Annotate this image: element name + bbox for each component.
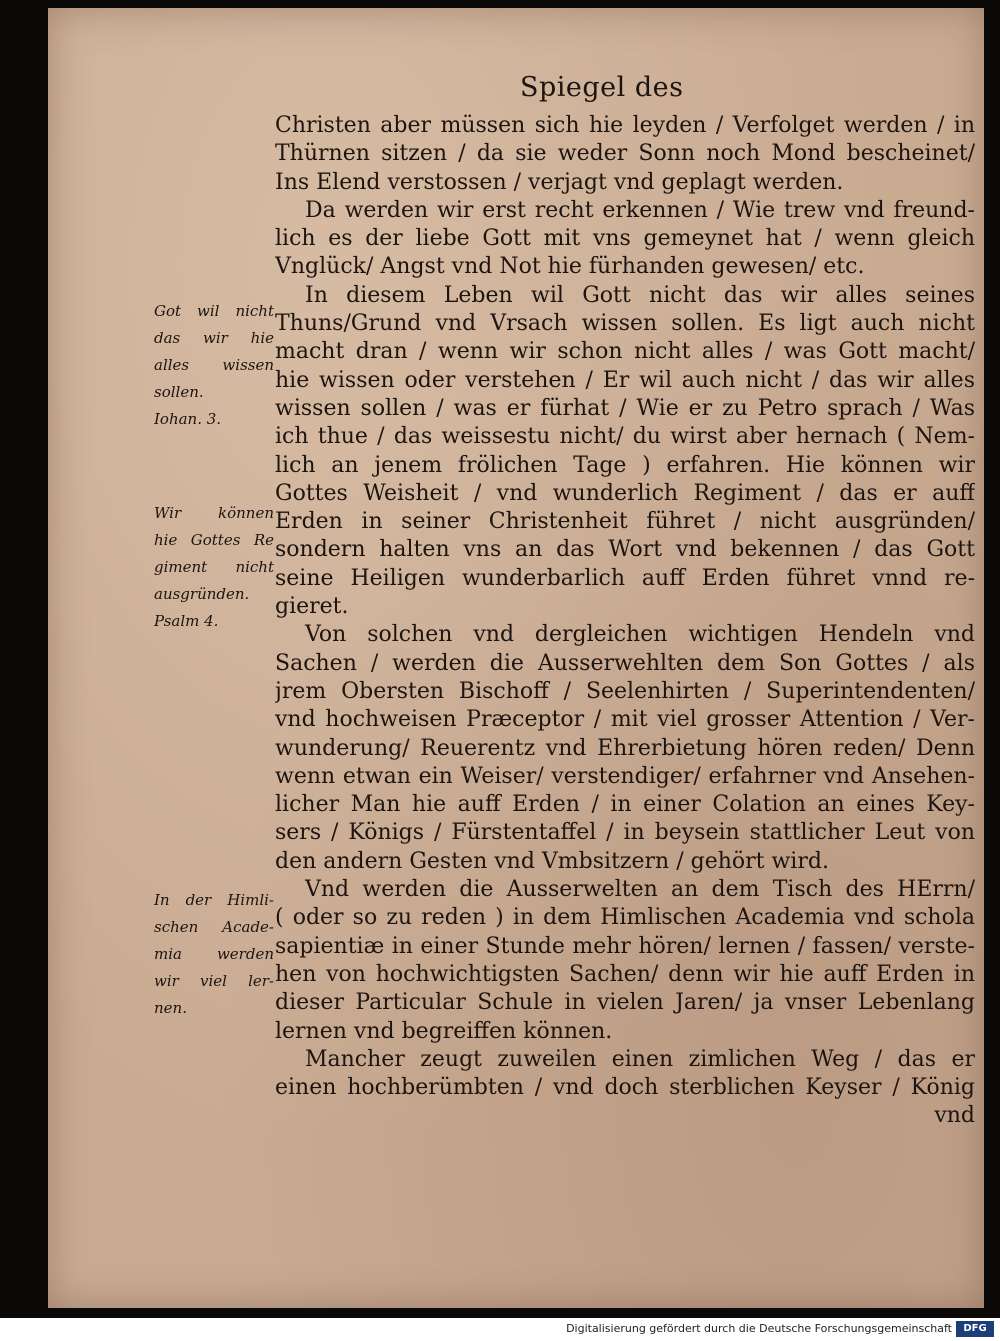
text-line: Da werden wir erst recht erkennen / Wie trew vnd freund- xyxy=(305,197,975,223)
text-line: wenn etwan ein Weiser/ verstendiger/ erfahrner vnd Ansehen- xyxy=(275,763,975,789)
text-line: lich es der liebe Gott mit vns gemeynet hat / wenn gleich xyxy=(275,226,975,252)
text-line: In diesem Leben wil Gott nicht das wir alles seines xyxy=(305,282,975,308)
text-line: Sachen / werden die Ausserwehlten dem Son Gottes / als xyxy=(275,650,975,676)
footer-bar xyxy=(0,1318,1000,1341)
marginal-line: mia werden xyxy=(154,945,274,963)
text-line: wunderung/ Reuerentz vnd Ehrerbietung hören reden/ Denn xyxy=(275,735,975,761)
catchword: vnd xyxy=(934,1103,975,1129)
marginal-line: schen Acade- xyxy=(154,918,274,936)
text-line: Vnglück/ Angst vnd Not hie fürhanden gewesen/ etc. xyxy=(275,254,865,280)
text-line: Mancher zeugt zuweilen einen zimlichen Weg / das er xyxy=(305,1046,975,1072)
marginal-line: hie Gottes Re xyxy=(154,531,274,549)
text-line: ( oder so zu reden ) in dem Himlischen Academia vnd schola xyxy=(275,905,975,931)
text-line: dieser Particular Schule in vielen Jaren/ ja vnser Lebenlang xyxy=(275,990,975,1016)
text-line: gieret. xyxy=(275,594,349,620)
running-head: Spiegel des xyxy=(520,72,684,103)
marginal-line: das wir hie xyxy=(154,329,274,347)
marginal-line: wir viel ler- xyxy=(154,972,274,990)
marginal-line: Iohan. 3. xyxy=(154,410,222,428)
body-text xyxy=(275,112,975,1131)
text-line: Vnd werden die Ausserwelten an dem Tisch des HErrn/ xyxy=(305,877,975,903)
marginal-line: alles wissen xyxy=(154,356,274,374)
text-line: lich an jenem frölichen Tage ) erfahren. Hie können wir xyxy=(275,452,975,478)
text-line: jrem Obersten Bischoff / Seelenhirten / Superintendenten/ xyxy=(275,678,975,704)
text-line: sers / Königs / Fürstentaffel / in beysein stattlicher Leut von xyxy=(275,820,975,846)
text-line: licher Man hie auff Erden / in einer Colation an eines Key- xyxy=(275,792,975,818)
dfg-logo-icon: DFG xyxy=(956,1321,994,1337)
text-line: Von solchen vnd dergleichen wichtigen Hendeln vnd xyxy=(305,622,975,648)
marginal-line: Got wil nicht xyxy=(154,302,274,320)
marginal-line: nen. xyxy=(154,999,187,1017)
text-line: Ins Elend verstossen / verjagt vnd geplagt werden. xyxy=(275,169,844,195)
text-line: Gottes Weisheit / vnd wunderlich Regiment / das er auff xyxy=(275,480,975,506)
text-line: Erden in seiner Christenheit führet / nicht ausgründen/ xyxy=(275,509,975,535)
text-line: einen hochberümbten / vnd doch sterblichen Keyser / König xyxy=(275,1075,975,1101)
funding-notice: Digitalisierung gefördert durch die Deutsche Forschungsgemeinschaft xyxy=(566,1322,952,1335)
marginal-note xyxy=(154,298,274,433)
marginal-line: giment nicht xyxy=(154,558,274,576)
text-line: macht dran / wenn wir schon nicht alles / was Gott macht/ xyxy=(275,339,975,365)
text-line: Thuns/Grund vnd Vrsach wissen sollen. Es ligt auch nicht xyxy=(275,311,975,337)
text-line: Thürnen sitzen / da sie weder Sonn noch Mond bescheinet/ xyxy=(275,141,975,167)
marginal-line: Wir können xyxy=(154,504,274,522)
marginal-line: sollen. xyxy=(154,383,204,401)
text-line: Christen aber müssen sich hie leyden / Verfolget werden / in xyxy=(275,113,975,138)
text-line: hen von hochwichtigsten Sachen/ denn wir hie auff Erden in xyxy=(275,961,975,987)
marginal-line: ausgründen. xyxy=(154,585,250,603)
marginal-note xyxy=(154,887,274,1022)
text-line: hie wissen oder verstehen / Er wil auch nicht / das wir alles xyxy=(275,367,975,393)
text-line: wissen sollen / was er fürhat / Wie er zu Petro sprach / Was xyxy=(275,395,975,421)
text-line: sapientiæ in einer Stunde mehr hören/ lernen / fassen/ verste- xyxy=(275,933,975,959)
marginal-line: Psalm 4. xyxy=(154,612,219,630)
text-line: den andern Gesten vnd Vmbsitzern / gehört wird. xyxy=(275,848,829,874)
text-line: lernen vnd begreiffen können. xyxy=(275,1018,613,1044)
text-line: ich thue / das weissestu nicht/ du wirst aber hernach ( Nem- xyxy=(275,424,975,450)
text-line: vnd hochweisen Præceptor / mit viel grosser Attention / Ver- xyxy=(275,707,975,733)
text-line: sondern halten vns an das Wort vnd bekennen / das Gott xyxy=(275,537,975,563)
marginal-line: In der Himli- xyxy=(154,891,274,909)
text-line: seine Heiligen wunderbarlich auff Erden führet vnnd re- xyxy=(275,565,975,591)
marginal-note xyxy=(154,500,274,635)
